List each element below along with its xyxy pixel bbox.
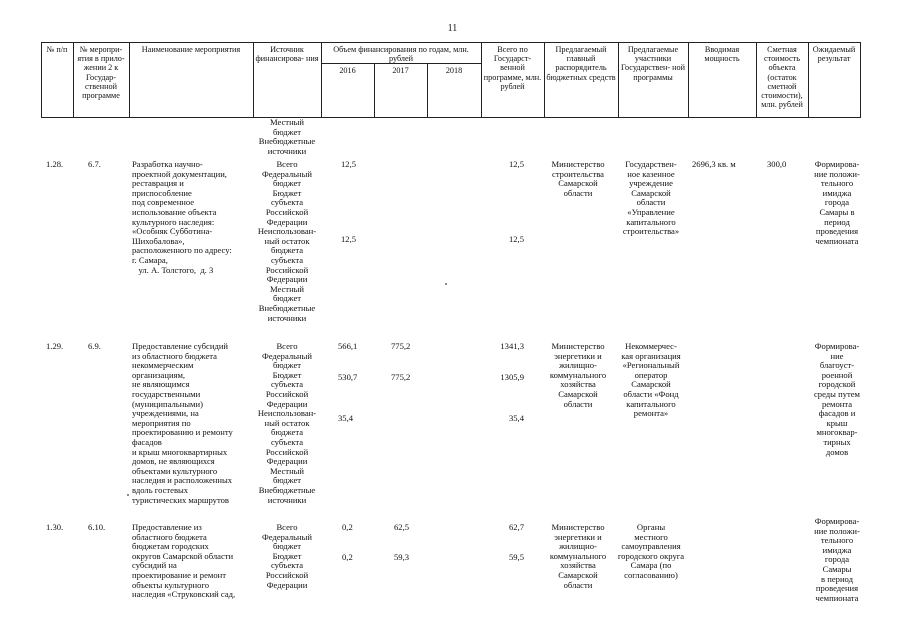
header-cost: Сметная стоимость объекта (остаток сметной стоимости), млн. рублей: [761, 45, 803, 110]
value-program-total: 1341,3: [500, 341, 524, 351]
value-2017-total: 775,2: [391, 341, 411, 351]
value-program-regional: 59,5: [508, 552, 524, 562]
table-header: [41, 42, 861, 118]
row-manager: Министерство энергетики и жилищно- коммунального хозяйства Самарской области: [549, 341, 607, 409]
header-event-name: Наименование мероприятия: [141, 45, 241, 54]
header-volume: Объем финансирования по годам, млн. рублей: [333, 45, 469, 64]
value-2016-total: 566,1: [338, 341, 358, 351]
carry-sources: Местный бюджет Внебюджетные источники: [258, 117, 316, 156]
header-result: Ожидаемый результат: [812, 45, 856, 64]
value-2016-regional: 0,2: [342, 552, 353, 562]
page-number: 11: [447, 23, 458, 34]
row-result: Формирова- ние положи- тельного имиджа города Самары в период проведения чемпионата: [814, 159, 860, 246]
row-event-num: 6.9.: [88, 341, 101, 351]
value-2017-regional: 59,3: [394, 552, 410, 562]
row-num: 1.28.: [46, 159, 64, 169]
row-capacity: 2696,3 кв. м: [692, 159, 736, 169]
value-program-unused-balance: 35,4: [508, 413, 524, 423]
scan-speck: [127, 494, 129, 496]
row-cost: 300,0: [767, 159, 787, 169]
header-participants: Предлагаемые участники Государствен- ной программы: [621, 45, 685, 82]
row-result: Формирова- ние благоуст- роенной городской среды путем ремонта фасадов и крыш многоквар- тирных домов: [813, 341, 860, 457]
value-2016-unused-balance: 35,4: [338, 413, 354, 423]
value-2017-total: 62,5: [394, 522, 410, 532]
value-program-unused-balance: 12,5: [508, 234, 524, 244]
row-sources: Всего Федеральный бюджет Бюджет субъекта Российской Федерации Неиспользован- ный остаток бюджета субъекта Российской Федерации Местный бюджет Внебюджетные источники: [257, 159, 317, 323]
header-year-2018: 2018: [445, 66, 463, 75]
header-capacity: Вводимая мощность: [704, 45, 740, 64]
row-manager: Министерство энергетики и жилищно- коммунального хозяйства Самарской области: [549, 522, 607, 590]
header-num: № п/п: [46, 45, 68, 54]
header-manager: Предлагаемый главный распорядитель бюджетных средств: [546, 45, 616, 82]
row-participants: Некоммерчес- кая организация «Региональный оператор Самарской области «Фонд капитального ремонта»: [621, 341, 681, 419]
row-result: Формирова- ние положи- тельного имиджа города Самары в период проведения чемпионата: [814, 516, 860, 603]
row-num: 1.29.: [46, 341, 64, 351]
row-participants: Государствен- ное казенное учреждение Самарской области «Управление капитального строительства»: [622, 159, 680, 237]
value-2016-total: 12,5: [341, 159, 357, 169]
value-2016-regional: 530,7: [338, 372, 358, 382]
value-program-total: 12,5: [508, 159, 524, 169]
header-source: Источник финансирова- ния: [255, 45, 319, 64]
row-event-name: Предоставление из областного бюджета бюджетам городских округов Самарской области субсидий на проектирование и ремонт объекты культурного наследия «Струковский сад,: [132, 522, 236, 600]
row-event-num: 6.10.: [88, 522, 106, 532]
header-total: Всего по Государст- венной программе, млн. рублей: [483, 45, 542, 91]
header-event-num: № меропри- ятия в прило- жении 2 к Государ- ственной программе: [77, 45, 125, 101]
scan-speck: [445, 283, 447, 285]
header-year-2016: 2016: [339, 66, 356, 75]
value-program-regional: 1305,9: [500, 372, 524, 382]
row-participants: Органы местного самоуправления городского округа Самара (по согласованию): [617, 522, 685, 580]
value-2016-total: 0,2: [342, 522, 353, 532]
value-2017-regional: 775,2: [391, 372, 411, 382]
row-event-num: 6.7.: [88, 159, 101, 169]
row-num: 1.30.: [46, 522, 64, 532]
row-sources: Всего Федеральный бюджет Бюджет субъекта Российской Федерации: [261, 522, 313, 590]
header-year-2017: 2017: [392, 66, 409, 75]
value-2016-unused-balance: 12,5: [341, 234, 357, 244]
row-manager: Министерство строительства Самарской области: [551, 159, 605, 198]
row-sources: Всего Федеральный бюджет Бюджет субъекта Российской Федерации Неиспользован- ный остаток бюджета субъекта Российской Федерации Местный бюджет Внебюджетные источники: [257, 341, 317, 505]
row-event-name: Предоставление субсидий из областного бюджета некоммерческим организациям, не являющимся государственными (муниципальными) учреждениями, на мероприятия по проектированию и ремонту фасадов и крыш многоквартирных домов, не являющихся объектами культурного наследия и расположенных вдоль гостевых туристических маршрутов: [132, 341, 233, 505]
value-program-total: 62,7: [508, 522, 524, 532]
row-event-name: Разработка научно- проектной документации, реставрация и приспособление под современное использование объекта культурного наследия: «Особняк Субботина- Шихобалова», расположенного по адресу: г. Самара, ул. А. Толстого, д. 3: [132, 159, 232, 275]
